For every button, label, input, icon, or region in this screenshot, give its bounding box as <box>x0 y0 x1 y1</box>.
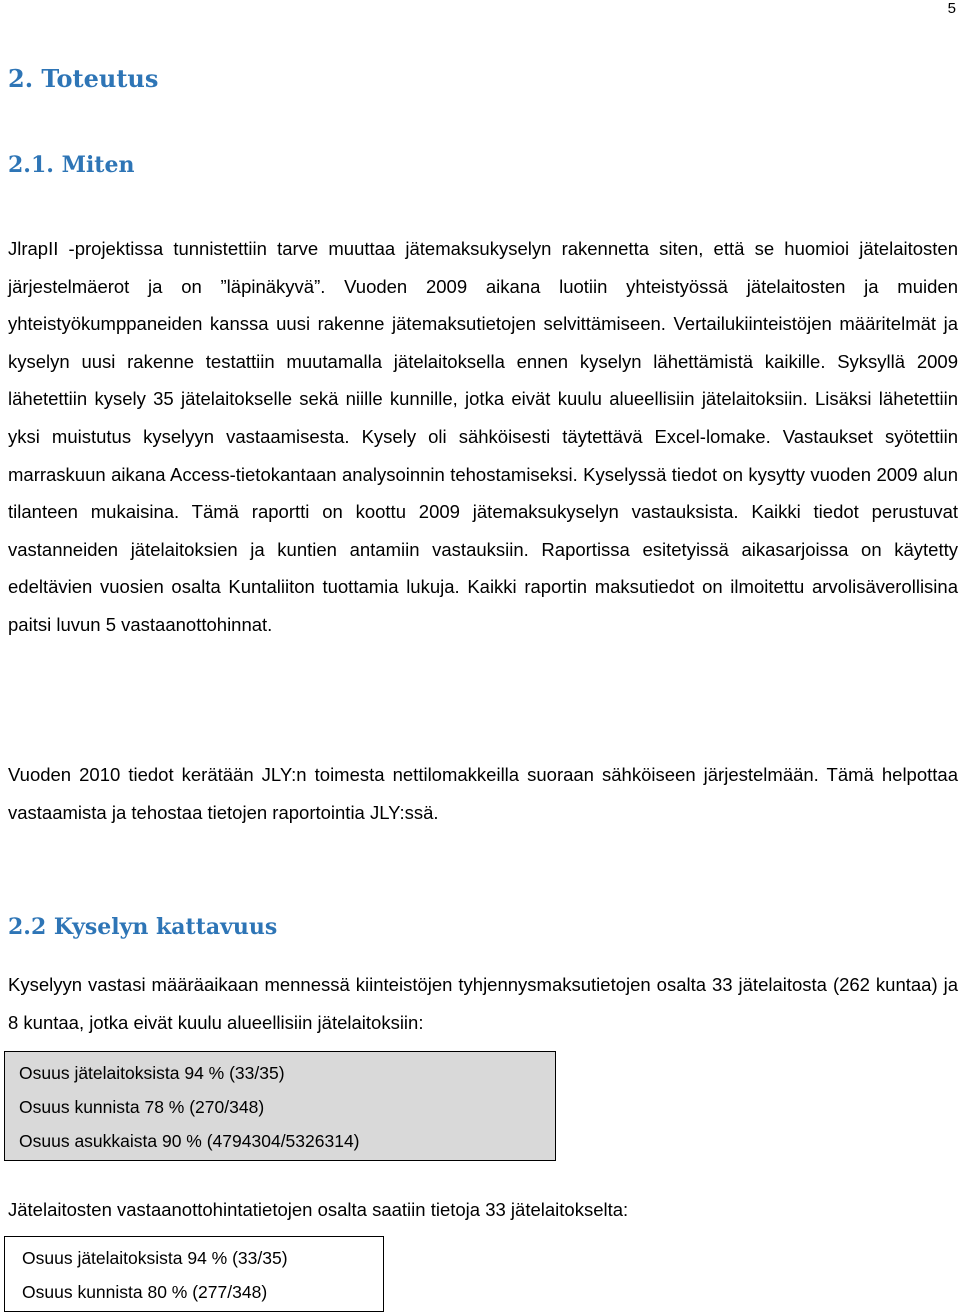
subsection-heading-kattavuus: 2.2 Kyselyn kattavuus <box>8 914 278 940</box>
coverage-line: Osuus kunnista 80 % (277/348) <box>22 1282 268 1302</box>
paragraph-method: JlrapII -projektissa tunnistettiin tarve muuttaa jätemaksukyselyn rakennetta siten, että se huomioi jätelaitosten järjestelmäerot ja on ”läpinäkyvä”. Vuoden 2009 aikana luotiin yhteistyössä jätelaitosten ja muiden yhteistyökumppaneiden kanssa uusi rakenne jätemaksutietojen selvittämiseen. Vertailukiinteistöjen määritelmät ja kyselyn uusi rakenne testattiin muutamalla jätelaitoksella ennen kyselyn lähettämistä kaikille. Syksyllä 2009 lähetettiin kysely 35 jätelaitokselle sekä niille kunnille, jotka eivät kuulu alueellisiin jätelaitoksiin. Lisäksi lähetettiin yksi muistutus kyselyyn vastaamisesta. Kysely oli sähköisesti täytettävä Excel-lomake. Vastaukset syötettiin marraskuun aikana Access-tietokantaan analysoinnin tehostamiseksi. Kyselyssä tiedot on kysytty vuoden 2009 alun tilanteen mukaisina. Tämä raportti on koottu 2009 jätemaksukyselyn vastauksista. Kaikki tiedot perustuvat vastanneiden jätelaitoksien ja kuntien antamiin vastauksiin. Raportissa esitetyissä aikasarjoissa on käytetty edeltävien vuosien osalta Kuntaliiton tuottamia lukuja. Kaikki raportin maksutiedot on ilmoitettu arvolisäverollisina paitsi luvun 5 vastaanottohinnat. <box>8 238 958 635</box>
paragraph-2010-data: Vuoden 2010 tiedot kerätään JLY:n toimesta nettilomakkeilla suoraan sähköiseen järjestelmään. Tämä helpottaa vastaamista ja tehostaa tietojen raportointia JLY:ssä. <box>8 764 958 823</box>
reception-coverage-box <box>4 1236 384 1312</box>
coverage-line: Osuus kunnista 78 % (270/348) <box>19 1097 265 1117</box>
coverage-summary-box <box>4 1051 556 1161</box>
section-heading-toteutus: 2. Toteutus <box>8 64 159 93</box>
coverage-line: Osuus jätelaitoksista 94 % (33/35) <box>22 1248 288 1268</box>
page-number: 5 <box>947 0 956 17</box>
subsection-heading-miten: 2.1. Miten <box>8 152 135 178</box>
paragraph-reception-prices: Jätelaitosten vastaanottohintatietojen osalta saatiin tietoja 33 jätelaitokselta: <box>8 1199 629 1220</box>
coverage-line: Osuus asukkaista 90 % (4794304/5326314) <box>19 1131 360 1151</box>
paragraph-coverage: Kyselyyn vastasi määräaikaan mennessä kiinteistöjen tyhjennysmaksutietojen osalta 33 jätelaitosta (262 kuntaa) ja 8 kuntaa, jotka eivät kuulu alueellisiin jätelaitoksiin: <box>8 974 958 1033</box>
coverage-line: Osuus jätelaitoksista 94 % (33/35) <box>19 1063 285 1083</box>
